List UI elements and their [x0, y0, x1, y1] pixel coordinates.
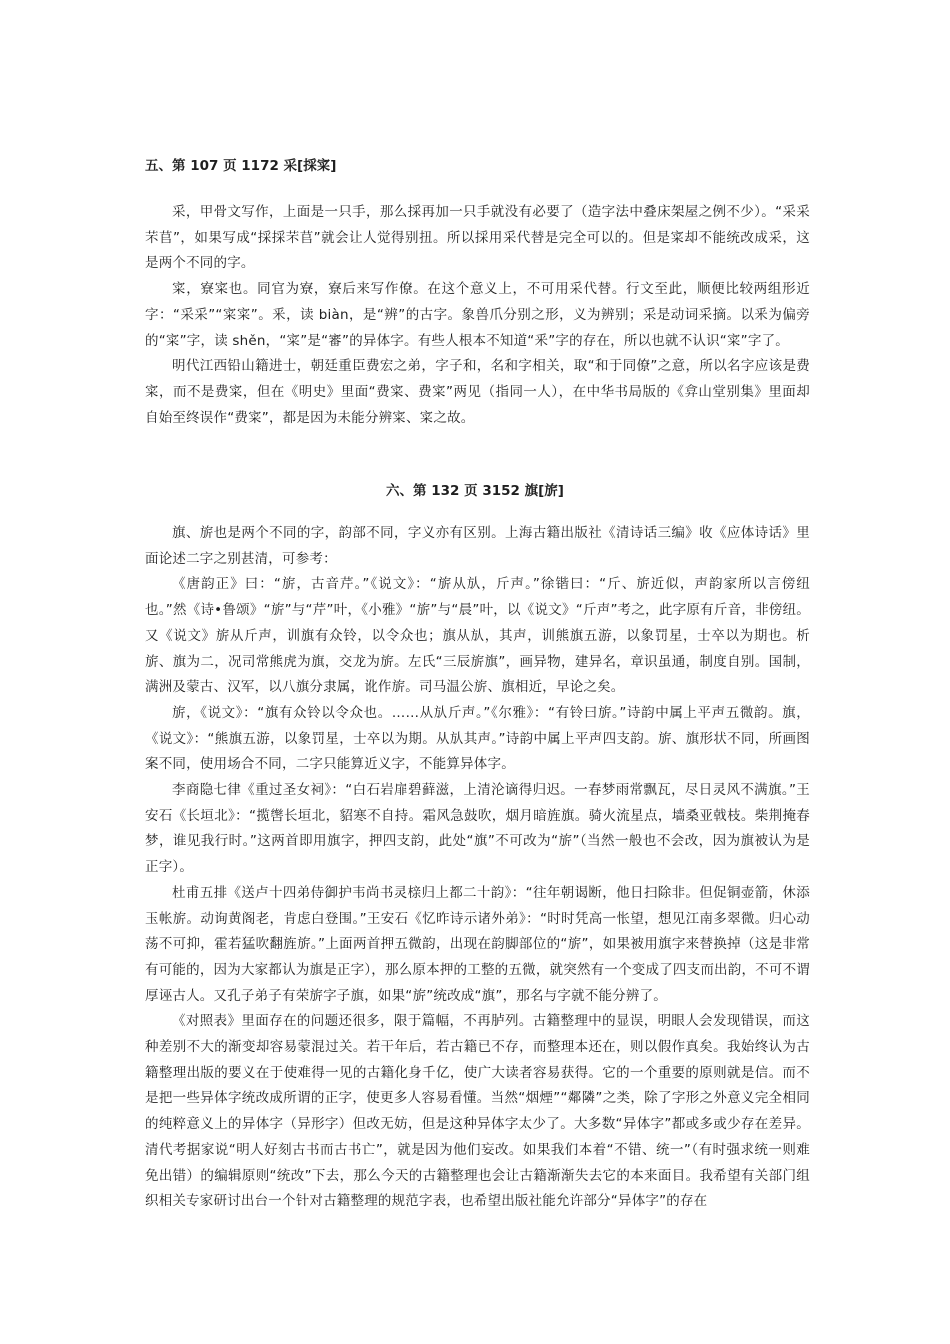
section-6-heading: 六、第 132 页 3152 旗[旂] — [386, 483, 564, 499]
paragraph: 明代江西铅山籍进士，朝廷重臣费宏之弟，字子和，名和字相关，取“和于同僚”之意，所以名字应该是费寀，而不是费寀，但在《明史》里面“费寀、费寀”两见（指同一人），在中华书局版的《弇山堂别集》里面却自始至终误作“费寀”，都是因为未能分辨寀、寀之故。 — [145, 358, 810, 426]
section-5-body — [145, 200, 810, 431]
section-5-heading: 五、第 107 页 1172 采[採寀] — [145, 158, 337, 174]
section-6-body — [145, 521, 810, 1215]
quoted-paragraph: 《唐韵正》曰：“旂，古音芹。”《说文》：“旂从㫃，斤声。”徐锴曰：“斤、旂近似，声韵家所以言傍纽也。”然《诗•鲁颂》“旂”与“芹”叶，《小雅》“旂”与“晨”叶，以《说文》“斤声”考之，此字原有斤音，非傍纽。又《说文》旂从斤声，训旗有众铃，以令众也；旗从㫃，其声，训熊旗五游，以象罚星，士卒以为期也。析旂、旗为二，况司常熊虎为旗，交龙为旂。左氏“三辰旂旗”，画异物，建异名，章识虽通，制度自别。国制，满洲及蒙古、汉军，以八旗分隶属，讹作旂。司马温公旂、旗相近，早论之矣。 — [145, 576, 810, 696]
paragraph: 寀，寮寀也。同官为寮，寮后来写作僚。在这个意义上，不可用采代替。行文至此，顺便比较两组形近字：“采采”“寀寀”。釆，读 biàn，是“辨”的古字。象兽爪分别之形，义为辨别；采是动词采摘。以釆为偏旁的“寀”字，读 shěn，“寀”是“審”的异体字。有些人根本不知道“釆”字的存在，所以也就不认识“寀”字了。 — [145, 281, 810, 349]
paragraph: 杜甫五排《送卢十四弟侍御护韦尚书灵榇归上都二十韵》：“往年朝谒断，他日扫除非。但促铜壶箭，休添玉帐旂。动询黄阁老，肯虑白登围。”王安石《忆昨诗示诸外弟》：“时时凭高一怅望，想见江南多翠微。归心动荡不可抑，霍若猛吹翻旌旂。”上面两首押五微韵，出现在韵脚部位的“旂”，如果被用旗字来替换掉（这是非常有可能的，因为大家都认为旗是正字），那么原本押的工整的五微，就突然有一个变成了四支而出韵，不可不谓厚诬古人。又孔子弟子有荣旂字子旗，如果“旂”统改成“旗”，那名与字就不能分辨了。 — [145, 884, 810, 1004]
paragraph: 采，甲骨文写作，上面是一只手，那么採再加一只手就没有必要了（造字法中叠床架屋之例不少）。“采采芣苢”，如果写成“採採芣苢”就会让人觉得别扭。所以採用采代替是完全可以的。但是寀却不能统改成采，这是两个不同的字。 — [145, 204, 810, 272]
paragraph: 《对照表》里面存在的问题还很多，限于篇幅，不再胪列。古籍整理中的显误，明眼人会发现错误，而这种差别不大的渐变却容易蒙混过关。若干年后，若古籍已不存，而整理本还在，则以假作真矣。我始终认为古籍整理出版的要义在于使难得一见的古籍化身千亿，使广大读者容易获得。它的一个重要的原则就是信。而不是把一些异体字统改成所谓的正字，使更多人容易看懂。当然“烟煙”“鄰隣”之类，除了字形之外意义完全相同的纯粹意义上的异体字（异形字）但改无妨，但是这种异体字太少了。大多数“异体字”都或多或少存在差异。清代考据家说“明人好刻古书而古书亡”，就是因为他们妄改。如果我们本着“不错、统一”（有时强求统一则难免出错）的编辑原则“统改”下去，那么今天的古籍整理也会让古籍渐渐失去它的本来面目。我希望有关部门组织相关专家研讨出台一个针对古籍整理的规范字表，也希望出版社能允许部分“异体字”的存在 — [145, 1013, 810, 1210]
paragraph: 旗、旂也是两个不同的字，韵部不同，字义亦有区别。上海古籍出版社《清诗话三编》收《应体诗话》里面论述二字之别甚清，可参考： — [145, 525, 810, 567]
paragraph: 旂，《说文》：“旗有众铃以令众也。……从㫃斤声。”《尔雅》：“有铃曰旂。”诗韵中属上平声五微韵。旗，《说文》：“熊旗五游，以象罚星，士卒以为期。从㫃其声。”诗韵中属上平声四支韵。旂、旗形状不同，所画图案不同，使用场合不同，二字只能算近义字，不能算异体字。 — [145, 704, 810, 773]
paragraph: 李商隐七律《重过圣女祠》：“白石岩扉碧藓滋，上清沦谪得归迟。一春梦雨常飘瓦，尽日灵风不满旗。”王安石《长垣北》：“揽辔长垣北，貂寒不自持。霜风急鼓吹，烟月暗旌旗。骑火流星点，墙桑亚戟枝。柴荆掩春梦，谁见我行时。”这两首即用旗字，押四支韵，此处“旗”不可改为“旂”（当然一般也不会改，因为旗被认为是正字）。 — [145, 782, 810, 876]
